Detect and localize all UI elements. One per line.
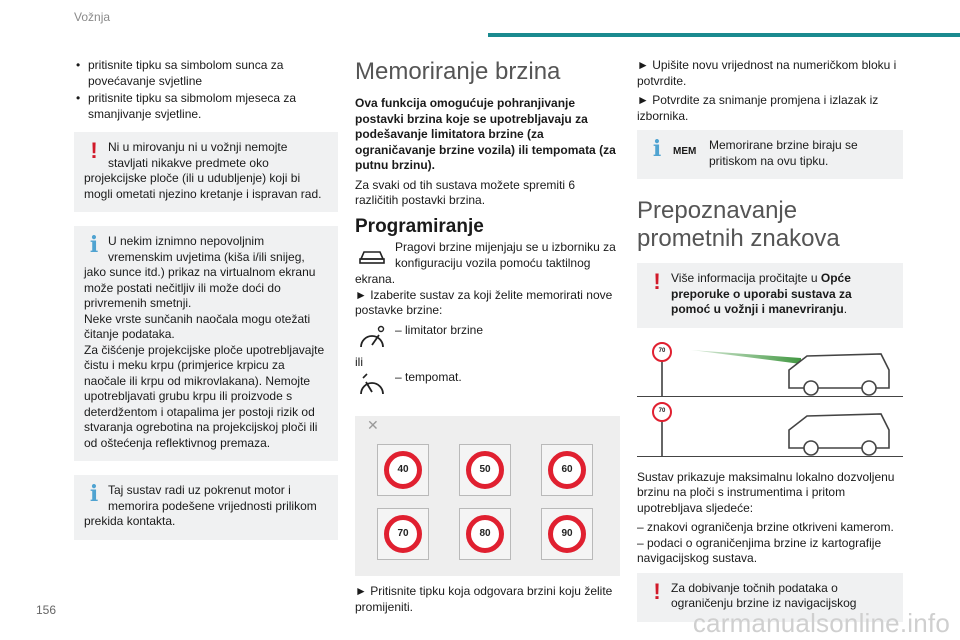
warning-note: ! Više informacija pročitajte u Opće preporuke o uporabi sustava za pomoć u vožnji i manevriranju. [637, 263, 903, 328]
intro-text: Za svaki od tih sustava možete spremiti 6 različitih postavki brzina. [355, 177, 576, 207]
warning-icon: ! [653, 269, 661, 294]
close-icon[interactable]: ✕ [367, 417, 379, 433]
settings-step: Pragovi brzine mijenjaju se u izborniku za konfiguraciju vozila pomoću taktilnog [355, 240, 620, 272]
cruise-control-icon [355, 370, 389, 402]
section-title: Prepoznavanje prometnih znakova [637, 197, 840, 252]
column-left [74, 58, 338, 540]
intro-bold: Ova funkcija omogućuje pohranjivanje postavki brzina koje se upotrebljavaju za podešavanje limitatora brzine (za ograničavanje brzine vozila) ili tempomata (za putnu brzinu). [355, 96, 616, 172]
speed-tile[interactable] [377, 508, 429, 560]
list-item: • pritisnite tipku sa simbolom sunca za povećavanje svjetline [74, 58, 338, 89]
info-note: i MEM Memorirane brzine biraju se pritiskom na ovu tipku. [637, 130, 903, 179]
speed-sign: 40 [384, 451, 422, 489]
car-icon [785, 408, 895, 456]
header-accent-bar [488, 33, 960, 37]
speed-tile[interactable] [459, 444, 511, 496]
speed-sign: 50 [466, 451, 504, 489]
info-note: i U nekim iznimno nepovoljnim vremenskim uvjetima (kiša i/ili snijeg, jako sunce itd.) prikaz na virtualnom ekranu može postati nečitljiv ili može doći do privremenih smetnji. Neke vrste sunčanih naočala mogu otežati čitanje podataka. Za čišćenje projekcijske ploče upotrebljavajte čistu i meku krpu (primjerice krpicu za naočale ili krpu od mikrovlakana). Nemojte upotrebljavati grubu krpu ili proizvode s deterdžentom i otapalima jer postoji rizik od stvaranja ogrebotina na projekcijskoj ploči ili od oštećenja reflektivnog premaza. [74, 226, 338, 461]
speed-sign: 70 [384, 515, 422, 553]
info-icon: i [652, 136, 662, 162]
section-title: Memoriranje brzina [355, 58, 561, 85]
column-right: ► Upišite novu vrijednost na numeričkom bloku i potvrdite. ► Potvrdite za snimanje promjena i izlazak iz izbornika. i MEM Memorirane brzine biraju se pritiskom na ovu tipku. Prepoznavanje prometnih znakova ! Više informacija pročitajte u Opće preporuke o uporabi sustava za pomoć u vožnji i manevriranju. 70 70 Sustav prikazuje maksimalnu lokalno dozvoljenu brzinu na ploči s instrumentima i pritom upotrebljava sljedeće: – znakovi ograničenja brzine otkriveni kamerom. – podaci o ograničenjima brzine iz kartografije navigacijskog sustava. ! Za dobivanje točnih podataka o ograničenju brzine iz navigacijskog [637, 58, 903, 622]
navigation-illustration [637, 402, 903, 458]
speed-memory-screen [355, 416, 620, 576]
speed-sign: 80 [466, 515, 504, 553]
cruise-option: – tempomat. [355, 370, 620, 402]
brightness-list [74, 58, 338, 122]
list-item: • pritisnite tipku sa sibmolom mjeseca za smanjivanje svjetline. [74, 91, 338, 122]
speed-tile[interactable] [541, 508, 593, 560]
page-number: 156 [36, 603, 57, 617]
running-header: Vožnja [74, 10, 111, 24]
warning-icon: ! [90, 138, 98, 163]
step-select-speed: ► Pritisnite tipku koja odgovara brzini koju želite promijeniti. [355, 584, 613, 614]
warning-note: ! Ni u mirovanju ni u vožnji nemojte stavljati nikakve predmete oko projekcijske ploče (ili u udubljenje) koji bi mogli ometati njezino kretanje i ispravan rad. [74, 132, 338, 212]
car-settings-icon [355, 240, 389, 272]
car-icon [785, 348, 895, 396]
speed-limiter-icon [355, 323, 389, 355]
info-icon: i [89, 232, 99, 258]
warning-icon: ! [653, 578, 661, 604]
warning-note: ! Za dobivanje točnih podataka o ograničenju brzine iz navigacijskog [637, 573, 903, 622]
camera-detection-illustration [637, 342, 903, 398]
speed-tile[interactable] [377, 444, 429, 496]
speed-sign: 70 [652, 402, 672, 422]
speed-tile[interactable] [541, 444, 593, 496]
speed-sign: 60 [548, 451, 586, 489]
speed-sign: 70 [652, 342, 672, 362]
mem-button-icon: MEM [673, 146, 697, 157]
column-middle: Memoriranje brzina Ova funkcija omogućuje pohranjivanje postavki brzina koje se upotrebljavaju za podešavanje limitatora brzine (za ograničavanje brzine vozila) ili tempomata (za putnu brzinu). Za svaki od tih sustava možete spremiti 6 različitih postavki brzina. Programiranje Pragovi brzine mijenjaju se u izborniku za konfiguraciju vozila pomoću taktilnog ekrana. ► Izaberite sustav za koji želite memorirati nove postavke brzine: – limitator brzine ili – tempomat. ✕ 40 50 60 70 80 90 ► Pritisnite tipku koja odgovara brzini koju želite promijeniti. [355, 58, 620, 619]
info-note: i Taj sustav radi uz pokrenut motor i memorira podešene vrijednosti prilikom prekida kontakta. [74, 475, 338, 540]
info-icon: i [89, 481, 99, 507]
speed-tile[interactable] [459, 508, 511, 560]
limiter-option: – limitator brzine [355, 323, 620, 355]
watermark: carmanualsonline.info [692, 608, 950, 638]
subsection-title: Programiranje [355, 215, 484, 237]
speed-sign: 90 [548, 515, 586, 553]
